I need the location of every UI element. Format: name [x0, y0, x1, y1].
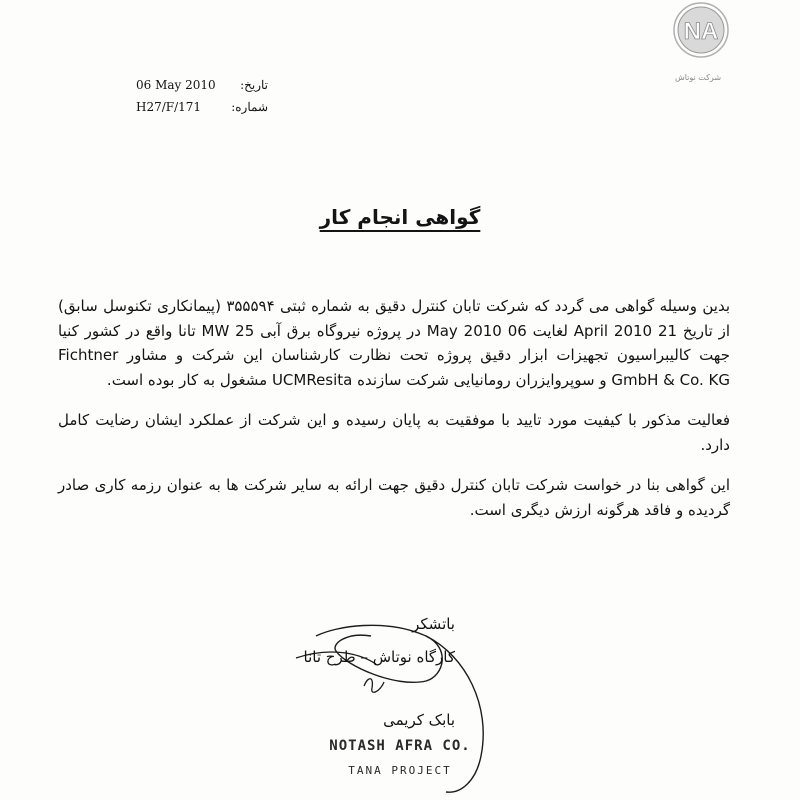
paragraph-satisfaction: فعالیت مذکور با کیفیت مورد تایید با موفقیت به پایان رسیده و این شرکت از عملکرد ایشان رضایت کامل دارد. — [58, 411, 730, 454]
number-label: شماره: — [231, 100, 268, 114]
stamp-project: TANA PROJECT — [348, 764, 452, 777]
date-label: تاریخ: — [240, 78, 268, 92]
letter-body — [58, 294, 730, 538]
stamp-company: NOTASH AFRA CO. — [329, 738, 471, 754]
signatory-name: بابک کریمی — [383, 711, 455, 729]
logo-caption: شرکت نوتاش — [674, 73, 722, 82]
date-value: 06 May 2010 — [136, 78, 216, 92]
company-stamp — [300, 738, 500, 777]
closing-block — [255, 608, 455, 737]
letter-meta — [128, 74, 268, 118]
paragraph-certification: بدین وسیله گواهی می گردد که شرکت تابان کنترل دقیق به شماره ثبتی ۳۵۵۵۹۴ (پیمانکاری تکنوسل سابق) از تاریخ 21 April 2010 لغایت 06 May 2010 در پروژه نیروگاه برق آبی 25 MW تانا واقع در کشور کنیا جهت کالیبراسیون تجهیزات ابزار دقیق پروژه تحت نظارت کارشناسان این شرکت و مشاور Fichtner GmbH & Co. KG و سوپروایزران رومانیایی شرکت سازنده UCMResita مشغول به کار بوده است. — [58, 297, 731, 389]
closing-thanks: باتشکر — [412, 615, 455, 633]
logo-mark: NA — [683, 18, 719, 45]
company-logo — [666, 0, 736, 70]
document-title: گواهی انجام کار — [319, 205, 481, 229]
paragraph-purpose: این گواهی بنا در خواست شرکت تابان کنترل دقیق جهت ارائه به سایر شرکت ها به عنوان رزمه کاری صادر گردیده و فاقد هرگونه ارزش دیگری است. — [58, 476, 730, 519]
closing-company: کارگاه نوتاش – طرح تانا — [303, 648, 455, 666]
number-value: H27/F/171 — [136, 100, 202, 114]
